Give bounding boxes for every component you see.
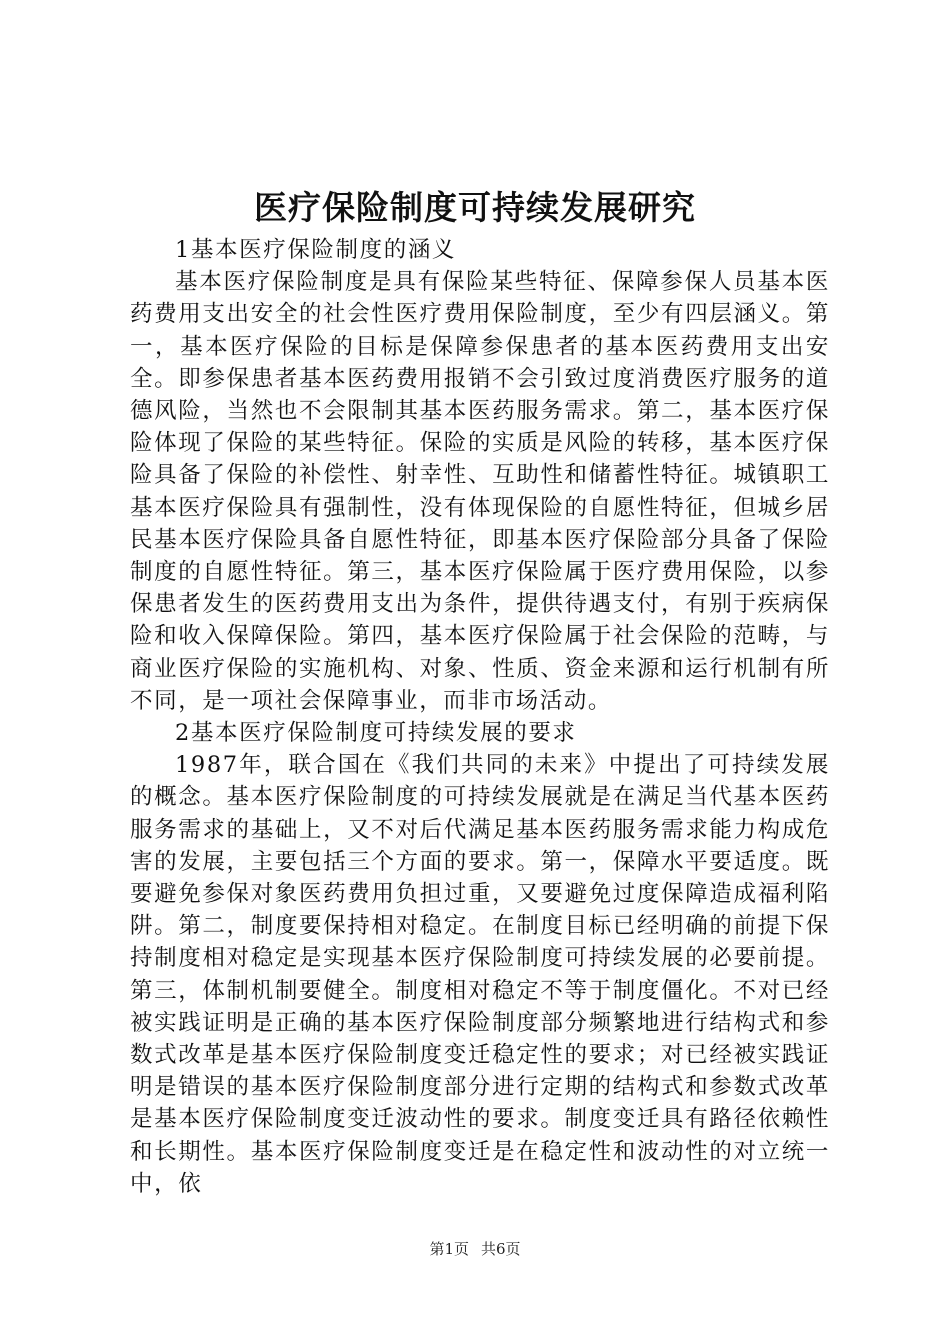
section-paragraph-2: 1987年，联合国在《我们共同的未来》中提出了可持续发展的概念。基本医疗保险制度的可持续发展就是在满足当代基本医药服务需求的基础上，又不对后代满足基本医药服务需求能力构成危害的发展，主要包括三个方面的要求。第一，保障水平要适度。既要避免参保对象医药费用负担过重，又要避免过度保障造成福利陷阱。第二，制度要保持相对稳定。在制度目标已经明确的前提下保持制度相对稳定是实现基本医疗保险制度可持续发展的必要前提。第三，体制机制要健全。制度相对稳定不等于制度僵化。不对已经被实践证明是正确的基本医疗保险制度部分频繁地进行结构式和参数式改革是基本医疗保险制度变迁稳定性的要求；对已经被实践证明是错误的基本医疗保险制度部分进行定期的结构式和参数式改革是基本医疗保险制度变迁波动性的要求。制度变迁具有路径依赖性和长期性。基本医疗保险制度变迁是在稳定性和波动性的对立统一中，依	[130, 752, 830, 1197]
document-body	[130, 234, 830, 1200]
section-paragraph-1: 基本医疗保险制度是具有保险某些特征、保障参保人员基本医药费用支出安全的社会性医疗费用保险制度，至少有四层涵义。第一，基本医疗保险的目标是保障参保患者的基本医药费用支出安全。即参保患者基本医药费用报销不会引致过度消费医疗服务的道德风险，当然也不会限制其基本医药服务需求。第二，基本医疗保险体现了保险的某些特征。保险的实质是风险的转移，基本医疗保险具备了保险的补偿性、射幸性、互助性和储蓄性特征。城镇职工基本医疗保险具有强制性，没有体现保险的自愿性特征，但城乡居民基本医疗保险具备自愿性特征，即基本医疗保险部分具备了保险制度的自愿性特征。第三，基本医疗保险属于医疗费用保险，以参保患者发生的医药费用支出为条件，提供待遇支付，有别于疾病保险和收入保障保险。第四，基本医疗保险属于社会保险的范畴，与商业医疗保险的实施机构、对象、性质、资金来源和运行机制有所不同，是一项社会保障事业，而非市场活动。	[130, 269, 830, 714]
page-footer	[0, 1238, 950, 1260]
document-title: 医疗保险制度可持续发展研究	[254, 188, 696, 227]
page-total: 共6页	[481, 1240, 521, 1258]
page-number: 第1页	[429, 1240, 469, 1258]
section-heading-2: 2基本医疗保险制度可持续发展的要求	[175, 720, 577, 747]
section-heading-1: 1基本医疗保险制度的涵义	[175, 237, 457, 263]
